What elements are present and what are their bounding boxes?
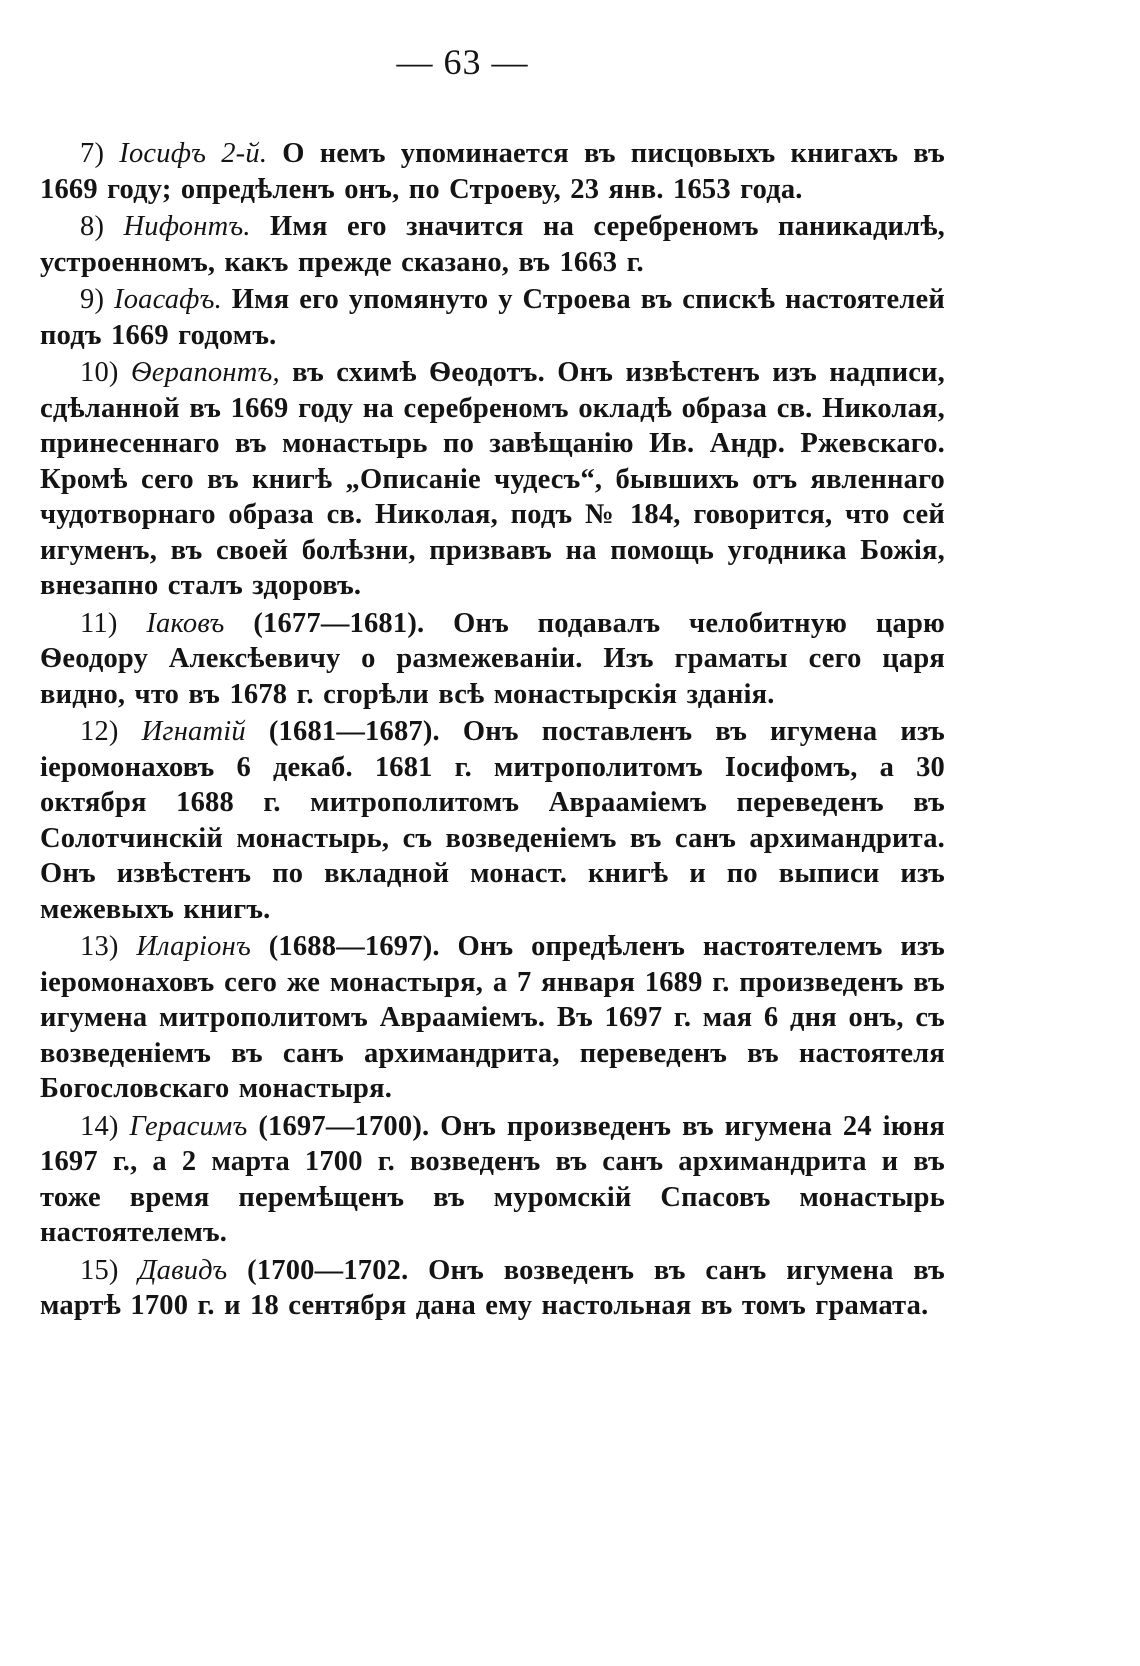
entry-text: О немъ упоминается въ писцовыхъ книгахъ въ 1669 году; опредѣленъ онъ, по Строеву, 23 янв. 1653 года. xyxy=(40,138,945,205)
entry-11 xyxy=(40,606,945,713)
entry-number: 7) xyxy=(80,138,105,169)
entry-8 xyxy=(40,209,945,280)
entry-name: Іаковъ xyxy=(146,607,225,639)
entry-number: 15) xyxy=(80,1254,119,1286)
entry-name: Давидъ xyxy=(138,1254,228,1286)
entry-number: 11) xyxy=(80,607,118,639)
entry-name: Иларіонъ xyxy=(136,931,251,962)
entry-text: (1681—1687). Онъ поставленъ въ игумена изъ іеромонаховъ 6 декаб. 1681 г. митрополитомъ Іосифомъ, а 30 октября 1688 г. митрополитомъ Аврааміемъ переведенъ въ Солотчинскій монастырь, съ возведеніемъ въ санъ архимандрита. Онъ извѣстенъ по вкладной монаст. книгѣ и по выписи изъ межевыхъ книгъ. xyxy=(40,716,945,925)
entry-number: 13) xyxy=(80,931,119,962)
entry-name: Ѳерапонтъ, xyxy=(130,357,280,388)
entry-9 xyxy=(40,282,945,353)
entry-number: 12) xyxy=(80,716,119,747)
entry-text: (1677—1681). Онъ подавалъ челобитную царю Ѳеодору Алексѣевичу о размежеваніи. Изъ граматы сего царя видно, что въ 1678 г. сгорѣли всѣ монастырскія зданія. xyxy=(40,607,946,710)
entry-name: Іосифъ 2-й. xyxy=(119,138,268,169)
entry-text: Имя его упомянуто у Строева въ спискѣ настоятелей подъ 1669 годомъ. xyxy=(40,284,945,351)
entry-number: 8) xyxy=(80,211,105,242)
entry-list xyxy=(40,136,945,1324)
entry-text: Имя его значится на серебреномъ паникадилѣ, устроенномъ, какъ прежде сказано, въ 1663 г. xyxy=(40,211,945,278)
entry-number: 10) xyxy=(80,357,119,388)
entry-text: (1700—1702. Онъ возведенъ въ санъ игумена въ мартѣ 1700 г. и 18 сентября дана ему настольная въ томъ грамата. xyxy=(40,1254,946,1321)
entry-name: Нифонтъ. xyxy=(123,211,251,242)
entry-name: Герасимъ xyxy=(129,1110,248,1142)
entry-14 xyxy=(40,1109,945,1251)
entry-name: Игнатій xyxy=(141,716,246,747)
entry-10 xyxy=(40,355,945,604)
entry-15 xyxy=(40,1253,945,1324)
page-number: — 63 — xyxy=(396,42,529,82)
entry-text: (1688—1697). Онъ опредѣленъ настоятелемъ изъ іеромонаховъ сего же монастыря, а 7 января 1689 г. произведенъ въ игумена митрополитомъ Аврааміемъ. Въ 1697 г. мая 6 дня онъ, съ возведеніемъ въ санъ архимандрита, переведенъ въ настоятеля Богословскаго монастыря. xyxy=(40,931,945,1104)
entry-12 xyxy=(40,714,945,927)
entry-number: 9) xyxy=(80,284,105,315)
entry-7 xyxy=(40,136,945,207)
entry-number: 14) xyxy=(80,1110,119,1142)
entry-name: Іоасафъ. xyxy=(114,284,222,315)
entry-13 xyxy=(40,929,945,1107)
entry-text: (1697—1700). Онъ произведенъ въ игумена 24 іюня 1697 г., а 2 марта 1700 г. возведенъ въ санъ архимандрита и въ тоже время перемѣщенъ въ муромскій Спасовъ монастырь настоятелемъ. xyxy=(40,1110,945,1248)
entry-text: въ схимѣ Ѳеодотъ. Онъ извѣстенъ изъ надписи, сдѣланной въ 1669 году на серебреномъ окладѣ образа св. Николая, принесеннаго въ монастырь по завѣщанію Ив. Андр. Ржевскаго. Кромѣ сего въ книгѣ „Описаніе чудесъ“, бывшихъ отъ явленнаго чудотворнаго образа св. Николая, подъ № 184, говорится, что сей игуменъ, въ своей болѣзни, призвавъ на помощь угодника Божія, внезапно сталъ здоровъ. xyxy=(40,357,945,601)
